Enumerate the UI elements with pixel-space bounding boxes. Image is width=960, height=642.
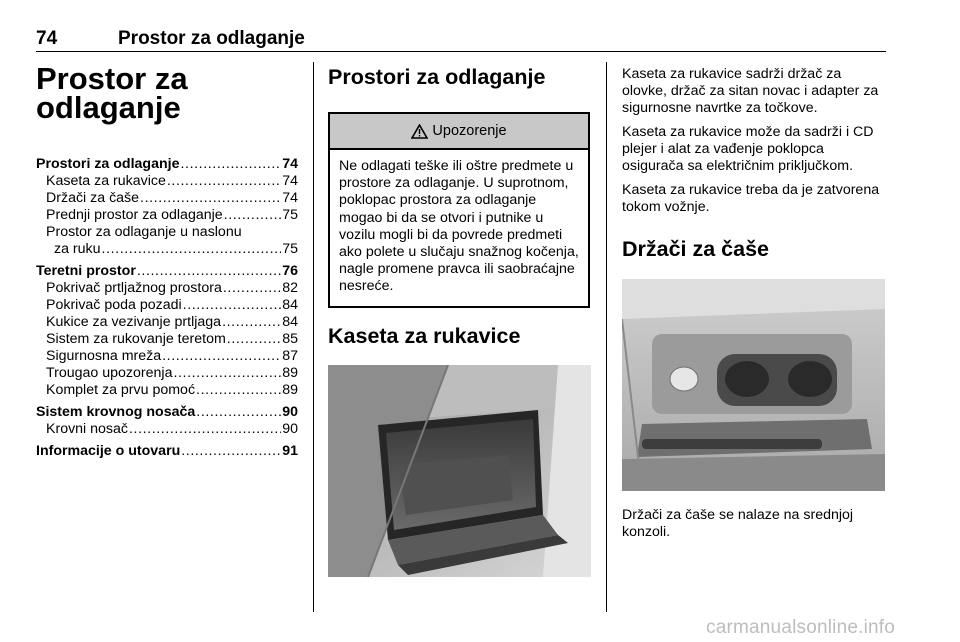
toc-entry[interactable]: Trougao upozorenja ..... 89: [36, 365, 298, 382]
toc-entry[interactable]: Krovni nosač ..... 90: [36, 421, 298, 438]
column-divider-1: [313, 62, 314, 612]
toc-entry[interactable]: Prednji prostor za odlaganje ..... 75: [36, 207, 298, 224]
section-heading: Prostori za odlaganje: [328, 65, 546, 89]
glovebox-photo: [328, 365, 591, 577]
toc-entry[interactable]: Prostori za odlaganje ..... 74: [36, 156, 298, 173]
toc-entry[interactable]: Sistem krovnog nosača ..... 90: [36, 404, 298, 421]
middle-column: [328, 64, 592, 577]
warning-box: [328, 112, 590, 308]
toc-entry[interactable]: Sistem za rukovanje teretom ..... 85: [36, 331, 298, 348]
warning-title: Upozorenje: [432, 123, 507, 139]
page-number: 74: [36, 28, 58, 49]
chapter-title: Prostor za odlaganje: [36, 61, 188, 125]
warning-text: Ne odlagati teške ili oštre predmete u prostore za odlaganje. U suprotnom, poklopac prostora za odlaganje mogao bi da se otvori i putnike u vozilu mogli bi da povrede predmeti ako polete u slučaju snažnog kočenja, nagle promene pravca ili saobraćajne nesreće.: [339, 158, 579, 295]
toc-entry[interactable]: Komplet za prvu pomoć ..... 89: [36, 382, 298, 399]
toc-entry[interactable]: Kukice za vezivanje prtljaga ..... 84: [36, 314, 298, 331]
toc-entry[interactable]: Držači za čaše ..... 74: [36, 190, 298, 207]
column-divider-2: [606, 62, 607, 612]
page-header: [36, 28, 886, 52]
paragraph: Kaseta za rukavice može da sadrži i CD plejer i alat za vađenje poklopca osigurača sa električnim priključkom.: [622, 124, 874, 174]
cupholder-photo: [622, 279, 885, 491]
warning-header: [330, 114, 588, 150]
toc-entry[interactable]: Prostor za odlaganje u naslonu: [46, 224, 242, 240]
toc-column: [36, 61, 298, 460]
warning-triangle-icon: [411, 124, 428, 139]
toc-entry[interactable]: Pokrivač poda pozadi ..... 84: [36, 297, 298, 314]
paragraph: Kaseta za rukavice sadrži držač za olovke, držač za sitan novac i adapter za sigurnosne navrtke za točkove.: [622, 66, 879, 116]
cupholder-caption: Držači za čaše se nalaze na srednjoj konzoli.: [622, 507, 854, 540]
toc-entry[interactable]: Sigurnosna mreža ..... 87: [36, 348, 298, 365]
glovebox-heading: Kaseta za rukavice: [328, 323, 521, 348]
header-title: Prostor za odlaganje: [118, 28, 305, 49]
right-column: [622, 66, 888, 541]
toc-entry[interactable]: Pokrivač prtljažnog prostora ..... 82: [36, 280, 298, 297]
toc-entry[interactable]: Teretni prostor ..... 76: [36, 263, 298, 280]
paragraph: Kaseta za rukavice treba da je zatvorena tokom vožnje.: [622, 182, 880, 215]
cupholder-heading: Držači za čaše: [622, 237, 770, 261]
toc-entry[interactable]: Kaseta za rukavice ..... 74: [36, 173, 298, 190]
toc-entry[interactable]: Informacije o utovaru ..... 91: [36, 443, 298, 460]
toc-entry[interactable]: za ruku ..... 75: [36, 241, 298, 258]
watermark: carmanualsonline.info: [706, 617, 896, 638]
